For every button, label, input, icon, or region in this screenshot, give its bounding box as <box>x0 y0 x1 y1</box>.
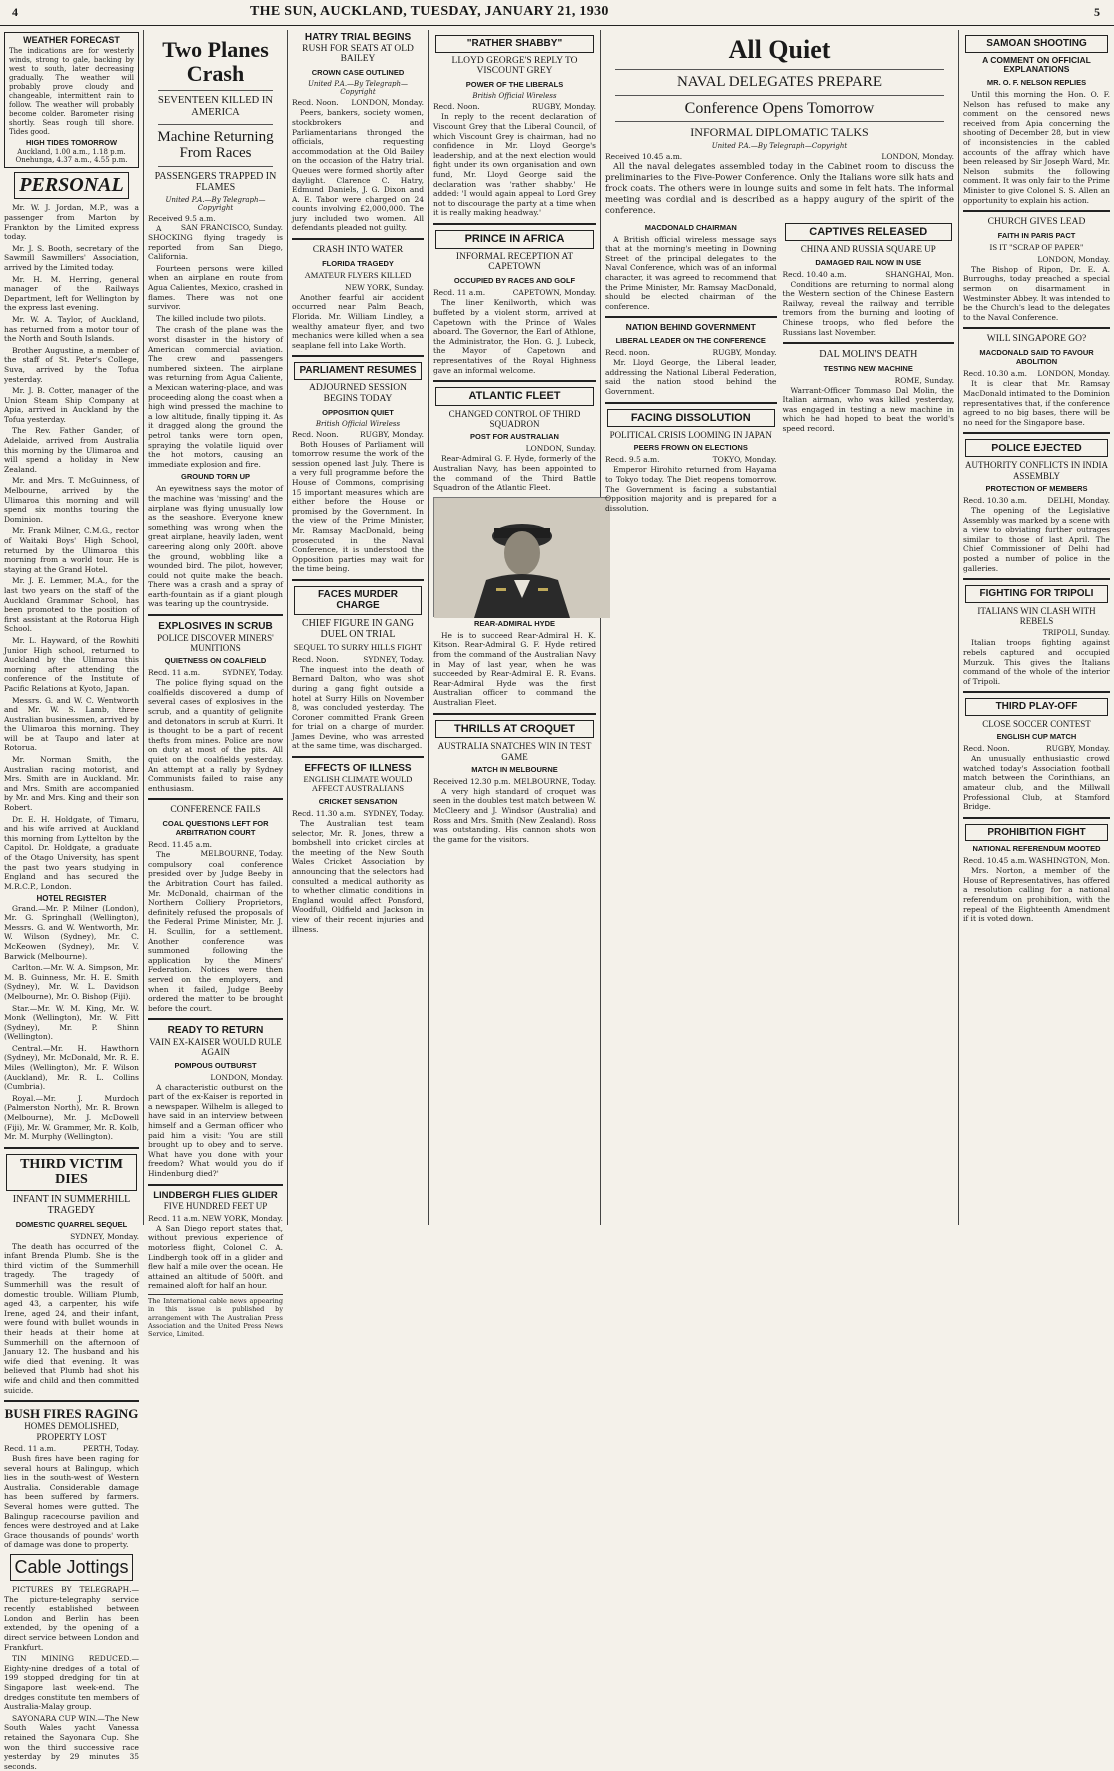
dateline <box>292 430 424 439</box>
third-victim-headline: THIRD VICTIM DIES <box>6 1154 137 1191</box>
church-sub2: IS IT "SCRAP OF PAPER" <box>989 242 1084 253</box>
dateline-place: RUGBY, Monday. <box>531 102 596 112</box>
dateline: SYDNEY, Monday. <box>70 1231 139 1241</box>
article-text: Mr. Lloyd George, the Liberal leader, addressing the National Liberal Federation, said the nation stood behind the Government. <box>605 358 777 396</box>
third-victim-sub: INFANT IN SUMMERHILL TRAGEDY <box>12 1193 131 1217</box>
article-text: Emperor Hirohito returned from Hayama to Tokyo today. The Diet reopens tomorrow. The Government is facing a substantial Opposition majority and is prepared for a dissolution. <box>605 465 777 513</box>
article-text: All the naval delegates assembled today in the Cabinet room to discuss the preliminaries to the Five-Power Conference. Only the Italians wore silk hats and frock coats. The others were in lounge suits and some in felt hats. The informal meeting was cordial and is described as a happy augury of the spirit of the conference. <box>605 162 954 216</box>
parliament-sub: ADJOURNED SESSION BEGINS TODAY <box>309 382 407 404</box>
hatry-body <box>292 108 424 233</box>
church-body <box>963 265 1110 323</box>
article-text: Mrs. Norton, a member of the House of Representatives, has offered a resolution calling for a national referendum on prohibition, with the repeal of the Eighteenth Amendment if it is voted down. <box>963 866 1110 924</box>
dateline <box>963 856 1110 865</box>
dateline-received: Recd. noon. <box>605 348 650 358</box>
newspaper-title: THE SUN, AUCKLAND, TUESDAY, JANUARY 21, 1930 <box>250 4 609 19</box>
article-text: Conditions are returning to normal along the Western section of the Chinese Eastern Railway, reveal the railway and terrible tremors from the burning and looting of Chinese troops, who fled before the Russians last November. <box>782 279 954 337</box>
credit-line: United P.A.—By Telegraph—Copyright <box>307 80 409 97</box>
personal-item: Dr. E. H. Holdgate, of Timaru, and his wife arrived at Auckland this morning from Lyttelton by the Capitol. Dr. Holdgate, a graduate of the Otago University, has spent the past two years studying in England and has secured the M.R.C.P., London. <box>4 814 139 891</box>
article-text: The killed include two pilots. <box>156 313 266 323</box>
croquet-headline: THRILLS AT CROQUET <box>435 720 594 739</box>
hotel-item: Star.—Mr. W. M. King, Mr. W. Monk (Wellington), Mr. W. Fitt (Sydney), Mr. P. Shinn (Wellington). <box>4 1003 139 1042</box>
samoan-sub2: MR. O. F. NELSON REPLIES <box>986 78 1087 88</box>
murder-charge-headline: FACES MURDER CHARGE <box>294 586 422 615</box>
parliament-headline: PARLIAMENT RESUMES <box>294 362 422 380</box>
croquet-body <box>433 787 596 845</box>
weather-forecast-box <box>4 32 139 168</box>
bush-fires-body <box>4 1454 139 1550</box>
police-ejected-body <box>963 506 1110 573</box>
separator <box>292 238 424 240</box>
captives-sub2: DAMAGED RAIL NOW IN USE <box>815 257 922 267</box>
article-text: A San Diego report states that, without previous experience of motorless flight, Colonel C. A. Lindbergh took off in a glider and flew half a mile over the ocean. He attained an altitude of 500ft. and remained aloft for half an hour. <box>148 1223 283 1291</box>
separator <box>158 90 273 91</box>
murder-charge-sub2: SEQUEL TO SURRY HILLS FIGHT <box>293 641 423 652</box>
cable-item: SAYONARA CUP WIN.—The New South Wales yacht Vanessa retained the Sayonara Cup. She won the third successive race yesterday by 29 minutes 35 seconds. <box>4 1713 139 1771</box>
parliament-sub2: OPPOSITION QUIET <box>322 407 394 417</box>
separator <box>615 95 944 96</box>
two-planes-sub2: Machine Returning From Races <box>157 128 274 161</box>
page-number-right: 5 <box>1094 5 1100 19</box>
dateline <box>292 809 424 818</box>
article-text: It is clear that Mr. Ramsay MacDonald intimated to the Dominion representatives that, if the conference agreed to no big bases, there will be no need for the Singapore base. <box>963 379 1110 427</box>
column-1 <box>0 30 143 1771</box>
all-quiet-sub: NAVAL DELEGATES PREPARE <box>676 73 883 90</box>
article-text: Another fearful air accident occurred near Palm Beach, Florida. Mr. William Lindley, a wealthy amateur flyer, and two mechanics were killed when a sea seaplane fell into Lake Worth. <box>292 292 424 350</box>
personal-item: Mr. L. Hayward, of the Rowhiti Junior High school, returned to Auckland by the Ulimaroa this morning after attending the conference of the Institute of Pacific Relations at Kyoto, Japan. <box>4 635 139 693</box>
article-text: The death has occurred of the infant Brenda Plumb. She is the third victim of the Summerhill tragedy. The tragedy of Summerhill was the result of domestic trouble. William Plumb, aged 43, a carpenter, his wife Irene, aged 24, and their infant, were found with bullet wounds in their heads at their home at Summerhill on the afternoon of January 12. The husband and his wife died that evening. It was believed that Plumb had shot his wife and child and then committed suicide. <box>4 1241 139 1395</box>
third-victim-body <box>4 1242 139 1396</box>
dateline-place: LONDON, Monday. <box>881 152 954 162</box>
church-sub: FAITH IN PARIS PACT <box>997 231 1076 241</box>
samoan-headline: SAMOAN SHOOTING <box>965 35 1108 53</box>
personal-item: Mr. Frank Milner, C.M.G., rector of Waitaki Boys' High School, returned by the Ulimaroa this morning from a world tour. He is staying at the Grand Hotel. <box>4 526 139 574</box>
tripoli-body <box>963 638 1110 686</box>
personal-item: Mr. J. B. Cotter, manager of the Union Steam Ship Company at Apia, arrived in Auckland by the Tofua yesterday. <box>4 386 139 424</box>
article-text: An eyewitness says the motor of the machine was 'missing' and the airplane was flying unusually low as the seashore. Everyone knew something was wrong when the great airplane, heavily laden, went careering along only 200ft. above the ground, wobbling like a wounded bird. The pilot, however, could not quite make the beach. There was a crash and a spray of earth-fountain as if a giant plough was tearing up the countryside. <box>148 484 283 609</box>
dateline-received: Recd. 10.30 a.m. <box>963 496 1028 506</box>
separator <box>292 355 424 357</box>
separator <box>963 691 1110 693</box>
singapore-headline: WILL SINGAPORE GO? <box>986 334 1087 345</box>
hatry-sub: RUSH FOR SEATS AT OLD BAILEY <box>302 43 414 65</box>
personal-list <box>4 203 139 891</box>
dal-molin-headline: DAL MOLIN'S DEATH <box>819 349 918 361</box>
dateline <box>148 840 283 859</box>
article-text: A British official wireless message says that at the morning's meeting in Downing Street of the principal delegates to the Naval Conference, which was of an informal character, it was agreed to recommend that the Prime Minister, Mr. Ramsay MacDonald, should be elected chairman of the conference. <box>605 234 777 311</box>
captives-sub: CHINA AND RUSSIA SQUARE UP <box>800 244 936 255</box>
dissolution-body <box>605 465 777 513</box>
explosives-sub2: QUIETNESS ON COALFIELD <box>164 656 267 666</box>
rear-admiral-photo <box>433 497 609 617</box>
captives-headline: CAPTIVES RELEASED <box>785 223 953 242</box>
tripoli-sub: ITALIANS WIN CLASH WITH REBELS <box>977 605 1096 627</box>
atlantic-fleet-body <box>433 454 596 492</box>
article-text: The crash of the plane was the worst disaster in the history of American commercial aviation. The crew and passengers numbered sixteen. The airplane was returning from Agua Caliente, a Mexican watering-place, and was proceeding along the coast when a high wind pressed the machine to a low altitude, finally tipping it. As it dragged along the ground the petrol tanks were torn open, spraying the volatile liquid over the hot motors, causing an immediate explosion and fire. <box>148 325 283 469</box>
column-6 <box>959 30 1114 1225</box>
ready-to-return-sub: VAIN EX-KAISER WOULD RULE AGAIN <box>149 1036 282 1058</box>
separator <box>605 316 777 318</box>
separator <box>4 1147 139 1149</box>
personal-heading: PERSONAL <box>14 172 129 199</box>
separator <box>158 124 273 125</box>
dateline <box>148 668 283 677</box>
prohibition-sub: NATIONAL REFERENDUM MOOTED <box>972 844 1101 854</box>
atlantic-fleet-sub: CHANGED CONTROL OF THIRD SQUADRON <box>448 408 581 430</box>
parliament-body <box>292 440 424 574</box>
ready-to-return-headline: READY TO RETURN <box>167 1025 264 1037</box>
personal-item: The Rev. Father Gander, of Adelaide, arrived from Australia this morning by the Ulimaroa and will spend a holiday in New Zealand. <box>4 426 139 474</box>
prohibition-headline: PROHIBITION FIGHT <box>965 824 1108 842</box>
article-text: The opening of the Legislative Assembly was marked by a scene with a view to obviating further outrages similar to those of last April. The Chief Commissioner of Delhi had posted a number of police in the galleries. <box>963 506 1110 573</box>
masthead <box>0 0 1114 26</box>
samoan-body <box>963 90 1110 205</box>
article-text: A characteristic outburst on the part of the ex-Kaiser is reported in a newspaper. Wilhelm is alleged to have said in an interview between himself and a German officer who paid him a visit: 'You are still brought up to obey and to serve. What have you done with your freedom? What would you do if Hindenburg died?' <box>148 1082 283 1178</box>
police-ejected-sub: AUTHORITY CONFLICTS IN INDIA ASSEMBLY <box>965 460 1108 481</box>
two-planes-body <box>148 224 283 470</box>
dateline-place: TOKYO, Monday. <box>712 455 777 465</box>
all-quiet-headline: All Quiet <box>728 35 831 64</box>
hotel-item: Grand.—Mr. P. Milner (London), Mr. G. Springhall (Wellington), Messrs. G. and W. Wentworth, Mr. W. Wilson (Sydney), Mr. C. McKeowen (Sydney), Mr. V. Barwick (Melbourne). <box>4 903 139 961</box>
hotel-item: Carlton.—Mr. W. A. Simpson, Mr. M. B. Guinness, Mr. H. E. Smith (Sydney), Mr. W. L. Davidson (Melbourne), Mr. O. Bishop (Fiji). <box>4 963 139 1001</box>
dateline: NEW YORK, Sunday. <box>345 282 424 292</box>
separator <box>292 579 424 581</box>
article-text: The Australian test team selector, Mr. R. Jones, threw a bombshell into cricket circles at the meeting of the New South Wales Cricket Association by announcing that the selectors had consulted a medical authority as to whether climatic conditions in England would affect Ponsford, Woodfull, Oldfield and Jackson in view of their recent injuries and illness. <box>292 819 424 934</box>
dateline-place: MELBOURNE, Today. <box>200 849 283 859</box>
dateline-place: MELBOURNE, Today. <box>513 776 596 786</box>
dateline-place: RUGBY, Monday. <box>1045 744 1110 754</box>
weather-body: The indications are for westerly winds, strong to gale, backing by west to south, later decreasing gradually. The weather will probably prove cloudy and changeable, intermittent rain to follow. The weather will probably become colder. Barometer rising shortly. Seas rough till shore. Tides good. <box>9 47 134 136</box>
column-5 <box>601 30 958 1225</box>
dateline: LONDON, Monday. <box>1037 254 1110 264</box>
cable-item: TIN MINING REDUCED.—Eighty-nine dredges of a total of 199 stopped dredging for tin at Singapore last week-end. The dredges constitute ten members of Australia-Malay group. <box>4 1654 139 1712</box>
personal-item: Mr. and Mrs. T. McGuinness, of Melbourne, arrived by the Ulimaroa this morning and will spend six months touring the Dominion. <box>4 476 139 524</box>
separator <box>292 756 424 758</box>
article-text: In reply to the recent declaration of Viscount Grey that the Liberal Council, of which Viscount Grey is chairman, had no confidence in Mr. Lloyd George's leadership, and at the next election would fight under its own organisation and own fund, Mr. Lloyd George said the declaration was 'rather shabby.' He added: 'I would again appeal to Lord Grey not to discourage the party at a time when it is really making headway.' <box>433 112 596 218</box>
dateline: ROME, Sunday. <box>894 375 954 385</box>
hotel-item: Central.—Mr. H. Hawthorn (Sydney), Mr. McDonald, Mr. R. E. Miles (Wellington), Mr. F. Wilson (Auckland), Mr. R. L. Collins (Cumbria). <box>4 1043 139 1092</box>
separator <box>158 166 273 167</box>
ground-torn-up-body <box>148 484 283 609</box>
third-playoff-sub: CLOSE SOCCER CONTEST <box>982 718 1091 729</box>
cable-jottings-heading: Cable Jottings <box>10 1554 133 1581</box>
prohibition-body <box>963 866 1110 924</box>
third-playoff-headline: THIRD PLAY-OFF <box>965 698 1108 716</box>
shabby-sub2: POWER OF THE LIBERALS <box>465 80 564 90</box>
explosives-body <box>148 678 283 793</box>
two-planes-sub: SEVENTEEN KILLED IN AMERICA <box>158 95 273 119</box>
dateline <box>292 98 424 107</box>
nation-body <box>605 358 777 396</box>
explosives-headline: EXPLOSIVES IN SCRUB <box>158 621 273 633</box>
shabby-sub: LLOYD GEORGE'S REPLY TO VISCOUNT GREY <box>451 55 578 77</box>
dateline-place: WASHINGTON, Mon. <box>1028 856 1110 866</box>
third-playoff-sub2: ENGLISH CUP MATCH <box>996 732 1077 742</box>
dateline <box>783 270 955 279</box>
dateline-place: NEW YORK, Monday. <box>201 1213 283 1223</box>
tide-onehunga: Onehunga, 4.37 a.m., 4.55 p.m. <box>15 156 128 165</box>
dateline-place: LONDON, Monday. <box>351 98 424 108</box>
lindbergh-sub: FIVE HUNDRED FEET UP <box>163 1201 268 1212</box>
dateline <box>148 213 283 232</box>
separator <box>783 342 955 344</box>
dateline <box>963 496 1110 505</box>
ground-torn-up-subhead: GROUND TORN UP <box>180 472 251 482</box>
article-text: Peers, bankers, society women, stockbrokers and Parliamentarians thronged the officials, requesting accommodation at the Old Bailey on the occasion of the Hatry trial. Queues were formed shortly after daylight. Clarence C. Hatry, Edmund Daniels, J. G. Dixon and A. E. Tabor were charged on 24 counts involving £2,000,000. The jury included two women. All defendants pleaded not guilty. <box>292 108 424 233</box>
all-quiet-sub2: Conference Opens Tomorrow <box>684 99 875 117</box>
shabby-headline: "RATHER SHABBY" <box>435 35 594 53</box>
dateline <box>292 655 424 664</box>
dateline-received: Received 9.5 a.m. <box>148 213 216 223</box>
article-text: Warrant-Officer Tommaso Dal Molin, the Italian airman, who was killed yesterday, was engaged in testing a new machine in which he had hoped to beat the world's speed record. <box>782 385 954 434</box>
weather-title: WEATHER FORECAST <box>23 35 120 45</box>
conference-fails-headline: CONFERENCE FAILS <box>170 805 261 816</box>
article-text: A very high standard of croquet was seen in the doubles test match between W. McCleery and J. Windsor (Australia) and Ross and Mrs. Smith (New Zealand). Ross was outstanding. His cannon shots won the game for the visitors. <box>433 786 596 844</box>
dissolution-headline: FACING DISSOLUTION <box>607 409 775 428</box>
article-text: Both Houses of Parliament will tomorrow resume the work of the session opened last July. There is a very full programme before the House of Commons, comprising 15 important measures which are either before the House or promised by the Government. In the view of the Prime Minister, Mr. Ramsay MacDonald, being prosecuted in the Naval Conference, it is understood the Opposition parties may wait for the time being. <box>292 439 424 574</box>
separator <box>4 1400 139 1402</box>
tripoli-headline: FIGHTING FOR TRIPOLI <box>965 585 1108 603</box>
captives-body <box>783 280 955 338</box>
separator <box>433 223 596 225</box>
dateline-received: Received 10.45 a.m. <box>605 152 683 162</box>
article-text: An unusually enthusiastic crowd watched today's Association football match between the Corinthians, an amateur club, and the Millwall Professional Club, at Stamford Bridge. <box>963 754 1110 812</box>
separator <box>963 210 1110 212</box>
dateline-received: Recd. Noon. <box>433 102 480 112</box>
separator <box>148 1184 283 1186</box>
dal-molin-body <box>783 386 955 434</box>
dateline-received: Recd. 11 a.m. <box>433 288 486 298</box>
column-2 <box>144 30 287 1339</box>
personal-item: Mr. Norman Smith, the Australian racing motorist, and Mrs. Smith are in Auckland. Mr. and Mrs. Smith are accompanied by Mr. and Mrs. King and their son Robert. <box>4 755 139 813</box>
prince-body <box>433 298 596 375</box>
personal-item: Mr. H. M. Herring, general manager of the Railways Department, left for Wellington by the express last evening. <box>4 274 139 313</box>
credit-line: United P.A.—By Telegraph—Copyright <box>711 142 848 151</box>
samoan-sub: A COMMENT ON OFFICIAL EXPLANATIONS <box>982 54 1091 75</box>
dateline <box>605 455 777 464</box>
dateline-received: Recd. 9.5 a.m. <box>605 455 660 465</box>
lindbergh-headline: LINDBERGH FLIES GLIDER <box>153 1189 278 1201</box>
atlantic-fleet-sub2: POST FOR AUSTRALIAN <box>470 432 559 442</box>
article-text: Bush fires have been raging for several hours at Balingup, which lies in the south-west of Western Australia. Considerable damage has been suffered by farmers. Several homes were gutted. The Balingup racecourse pavilion and fences were destroyed and at Lake Grace thousands of pounds' worth of damage was done to property. <box>4 1454 139 1550</box>
macdonald-body <box>605 235 777 312</box>
separator <box>963 578 1110 580</box>
police-ejected-headline: POLICE EJECTED <box>965 439 1108 457</box>
personal-item: Mr. J. S. Booth, secretary of the Sawmill Sawmillers' Association, arrived by the Limited today. <box>4 243 139 272</box>
dateline-received: Recd. 10.30 a.m. <box>963 369 1028 379</box>
all-quiet-columns <box>605 220 954 516</box>
dateline: LONDON, Monday. <box>210 1072 283 1082</box>
dateline-received: Recd. 11.45 a.m. <box>148 840 213 850</box>
ready-to-return-body <box>148 1083 283 1179</box>
hotel-register-title: HOTEL REGISTER <box>36 894 107 904</box>
dateline: LONDON, Sunday. <box>525 444 596 454</box>
ready-to-return-sub2: POMPOUS OUTBURST <box>174 1060 257 1070</box>
dateline <box>963 744 1110 753</box>
tide-auckland: Auckland, 1.00 a.m., 1.18 p.m. <box>17 147 126 156</box>
separator <box>433 380 596 382</box>
singapore-body <box>963 379 1110 427</box>
dateline <box>148 1214 283 1223</box>
dateline <box>963 369 1110 378</box>
dateline-received: Recd. 10.40 a.m. <box>782 269 847 279</box>
illness-sub2: CRICKET SENSATION <box>318 797 398 807</box>
illness-sub: ENGLISH CLIMATE WOULD AFFECT AUSTRALIANS <box>303 773 413 794</box>
illness-headline: EFFECTS OF ILLNESS <box>304 763 412 775</box>
third-playoff-body <box>963 754 1110 812</box>
dateline-place: SYDNEY, Today. <box>363 654 424 664</box>
singapore-sub: MACDONALD SAID TO FAVOUR ABOLITION <box>979 348 1094 367</box>
croquet-sub: AUSTRALIA SNATCHES WIN IN TEST GAME <box>437 741 592 762</box>
conference-fails-sub: COAL QUESTIONS LEFT FOR ARBITRATION COURT <box>162 819 269 838</box>
dateline-received: Recd. 11 a.m. <box>4 1444 57 1454</box>
dateline-place: SAN FRANCISCO, Sunday. <box>180 222 283 232</box>
page-number-left: 4 <box>12 5 18 19</box>
two-planes-headline: Two Planes Crash <box>162 37 269 87</box>
all-quiet-left <box>605 220 777 516</box>
dissolution-sub: POLITICAL CRISIS LOOMING IN JAPAN <box>609 430 772 441</box>
credit-line: British Official Wireless <box>315 419 401 428</box>
dateline-place: CAPETOWN, Monday. <box>512 288 596 298</box>
article-text: The Bishop of Ripon, Dr. E. A. Burroughs, today preached a special sermon on disarmament in Westminster Abbey. It was intended to be the Church's lead to the delegates to the Naval Conference. <box>963 264 1110 322</box>
dateline: TRIPOLI, Sunday. <box>1042 628 1110 638</box>
hotel-item: Royal.—Mr. J. Murdoch (Palmerston North), Mr. R. Brown (Melbourne), Mr. J. McDowell (Fiji), Mr. W. Grammer, Mr. R. Kolb, Mr. M. Murphy (Wellington). <box>4 1093 139 1142</box>
dateline <box>433 777 596 786</box>
photo-caption: REAR-ADMIRAL HYDE <box>473 618 556 628</box>
dal-molin-sub: TESTING NEW MACHINE <box>823 363 913 373</box>
dateline-received: Recd. Noon. <box>292 429 339 439</box>
dateline-place: RUGBY, Monday. <box>359 429 424 439</box>
article-text: Italian troops fighting against rebels captured and occupied Murzuk. This gives the Italians command of the whole of the interior of Tripoli. <box>963 638 1110 686</box>
credit-line: British Official Wireless <box>472 92 557 101</box>
dateline <box>433 102 596 111</box>
all-quiet-right <box>783 220 955 516</box>
crash-water-sub2: AMATEUR FLYERS KILLED <box>304 269 412 280</box>
separator <box>963 327 1110 329</box>
all-quiet-body <box>605 162 954 216</box>
bush-fires-headline: BUSH FIRES RAGING <box>4 1406 139 1422</box>
dateline-place: SHANGHAI, Mon. <box>885 269 954 279</box>
dissolution-sub2: PEERS FROWN ON ELECTIONS <box>633 443 748 453</box>
separator <box>148 1018 283 1020</box>
article-text: The inquest into the death of Bernard Dalton, who was shot during a gang fight outside a hotel at Surry Hills on November 8, was concluded yesterday. The Coroner committed Frank Green for trial on a charge of murder. James Devine, who was arrested at the same time, was discharged. <box>292 664 424 751</box>
hatry-headline: HATRY TRIAL BEGINS <box>304 32 412 43</box>
photo-story-body <box>433 631 596 708</box>
separator <box>615 121 944 122</box>
dateline <box>605 348 777 357</box>
dateline <box>433 288 596 297</box>
column-3 <box>288 30 428 1225</box>
crash-water-body <box>292 293 424 351</box>
dateline-received: Recd. Noon. <box>292 98 339 108</box>
illness-body <box>292 819 424 934</box>
dateline-received: Received 12.30 p.m. <box>433 776 511 786</box>
article-text: The police flying squad on the coalfields discovered a dump of several cases of explosives in the scrub, and a quantity of gelignite and detonators in scrub at Kurri. It is thought to be a part of recent thefts from mines. Police are now on duty at most of the pits. All quiet on the coalfields yesterday. An attempt at a rally by Sydney Communists failed to raise any enthusiasm. <box>148 678 283 793</box>
separator <box>433 713 596 715</box>
personal-item: Mr. W. A. Taylor, of Auckland, has returned from a motor tour of the North and South Islands. <box>4 314 139 344</box>
dateline <box>4 1444 139 1453</box>
church-headline: CHURCH GIVES LEAD <box>987 217 1086 228</box>
dateline-received: Recd. Noon. <box>963 744 1010 754</box>
lindbergh-body <box>148 1224 283 1291</box>
murder-charge-sub: CHIEF FIGURE IN GANG DUEL ON TRIAL <box>302 617 414 641</box>
column-4 <box>429 30 600 1225</box>
separator <box>148 798 283 800</box>
credit-line: United P.A.—By Telegraph—Copyright <box>165 195 266 212</box>
dateline-place: SYDNEY, Today. <box>363 809 424 819</box>
article-text: Rear-Admiral G. F. Hyde, formerly of the Australian Navy, has been appointed to the command of the Third Battle Squadron of the Atlantic Fleet. <box>433 454 596 493</box>
personal-item: Brother Augustine, a member of the staff of St. Peter's College, Suva, arrived by the Tofua yesterday. <box>4 345 139 384</box>
portrait-illustration <box>434 498 610 618</box>
dateline-received: Recd. 11 a.m. <box>148 668 201 678</box>
article-text: He is to succeed Rear-Admiral H. K. Kitson. Rear-Admiral G. F. Hyde retired from the command of the Australian Navy in May of last year, when he was succeeded by Rear-Admiral E. R. Evans. Rear-Admiral Hyde was the first Australian officer to command the Australian Fleet. <box>433 630 596 707</box>
crash-water-headline: CRASH INTO WATER <box>312 245 404 256</box>
two-planes-sub3: PASSENGERS TRAPPED IN FLAMES <box>154 170 277 193</box>
nation-sub: LIBERAL LEADER ON THE CONFERENCE <box>615 336 766 346</box>
conference-fails-body <box>148 850 283 1013</box>
dateline-place: SYDNEY, Today. <box>222 668 283 678</box>
shabby-body <box>433 112 596 218</box>
croquet-sub2: MATCH IN MELBOURNE <box>471 764 558 774</box>
bush-fires-sub: HOMES DEMOLISHED, PROPERTY LOST <box>24 1421 119 1442</box>
dateline-received: Recd. 11 a.m. <box>148 1213 201 1223</box>
separator <box>963 432 1110 434</box>
separator <box>963 817 1110 819</box>
cable-item: PICTURES BY TELEGRAPH.—The picture-telegraphy service recently established between London and Berlin has been extended, by the opening of a direct service between London and Frankfurt. <box>4 1585 139 1652</box>
personal-item: Mr. J. E. Lemmer, M.A., for the last two years on the staff of the Auckland Grammar School, has been promoted to the position of first assistant at the Rotorua High School. <box>4 576 139 634</box>
crash-water-sub: FLORIDA TRAGEDY <box>322 258 394 268</box>
prince-sub2: OCCUPIED BY RACES AND GOLF <box>453 276 576 286</box>
dateline-place: PERTH, Today. <box>82 1444 139 1454</box>
third-victim-sub2: DOMESTIC QUARREL SEQUEL <box>15 1219 128 1229</box>
murder-charge-body <box>292 665 424 751</box>
nation-headline: NATION BEHIND GOVERNMENT <box>625 322 756 333</box>
article-text: The liner Kenilworth, which was buffeted by a violent storm, arrived at Capetown with the Prince of Wales aboard. The Governor, the Earl of Athlone, the Administrator, the Hon. G. J. Lubeck, the Mayor of Capetown and representatives of the Royal Highness gave an informal welcome. <box>433 298 596 375</box>
separator <box>148 614 283 616</box>
all-quiet-sub3: INFORMAL DIPLOMATIC TALKS <box>690 125 869 140</box>
press-notice: The International cable news appearing in this issue is published by arrangement with The Australian Press Association and the United Press News Service, Limited. <box>148 1294 283 1339</box>
dateline-received: Recd. 10.45 a.m. <box>963 856 1028 866</box>
explosives-sub: POLICE DISCOVER MINERS' MUNITIONS <box>157 632 274 653</box>
prince-sub: INFORMAL RECEPTION AT CAPETOWN <box>455 251 574 273</box>
dateline-place: RUGBY, Monday. <box>712 348 777 358</box>
cable-jottings-list <box>4 1585 139 1771</box>
dateline-received: Recd. Noon. <box>292 654 339 664</box>
tide-title: HIGH TIDES TOMORROW <box>25 137 118 147</box>
separator <box>605 402 777 404</box>
separator <box>615 69 944 70</box>
dateline-received: Recd. 11.30 a.m. <box>292 809 357 819</box>
personal-item: Messrs. G. and W. C. Wentworth and Mr. W. S. Lamb, three Australian businessmen, arrived by the Ulimaroa this morning. They will be at Taupo and later at Rotorua. <box>4 695 139 753</box>
dateline-place: DELHI, Monday. <box>1047 496 1110 506</box>
article-text: Until this morning the Hon. O. F. Nelson has refused to make any comment on the censored news received from Apia concerning the shooting of December 28, but in view of inconsistencies in the cabled accounts of the affray which have been released by Sir Joseph Ward, Mr. Nelson submits the following comment. It was only fair to the Prime Minister to give Colonel S. S. Allen an opportunity to explain his action. <box>963 90 1110 205</box>
hatry-sub2: CROWN CASE OUTLINED <box>311 68 405 78</box>
prince-headline: PRINCE IN AFRICA <box>435 230 594 249</box>
police-ejected-sub2: PROTECTION OF MEMBERS <box>985 484 1088 494</box>
article-text: A SHOCKING flying tragedy is reported from San Diego, California. <box>148 223 283 262</box>
personal-item: Mr. W. J. Jordan, M.P., was a passenger from Marton by Frankton by the Limited express today. <box>4 203 139 242</box>
dateline <box>605 152 954 161</box>
atlantic-fleet-headline: ATLANTIC FLEET <box>435 387 594 406</box>
macdonald-subhead: MACDONALD CHAIRMAN <box>644 222 737 232</box>
hotel-register-list <box>4 904 139 1142</box>
dateline-place: LONDON, Monday. <box>1037 369 1110 379</box>
article-text: The compulsory coal conference presided over by Judge Beeby in the Arbitration Court has failed. Mr. McDonald, chairman of the Northern Colliery Proprietors, definitely refused the proposals of the Federal Prime Minister, Mr. J. H. Scullin, for a settlement. Another conference was summoned following the application by the Miners' Federation. Notices were then served on the employers, and when it failed, Judge Beeby ordered the matter to be brought before the court. <box>148 850 283 1013</box>
article-text: Fourteen persons were killed when an airplane en route from Agua Calientes, Mexico, crashed in flames. There was not one survivor. <box>148 263 283 312</box>
